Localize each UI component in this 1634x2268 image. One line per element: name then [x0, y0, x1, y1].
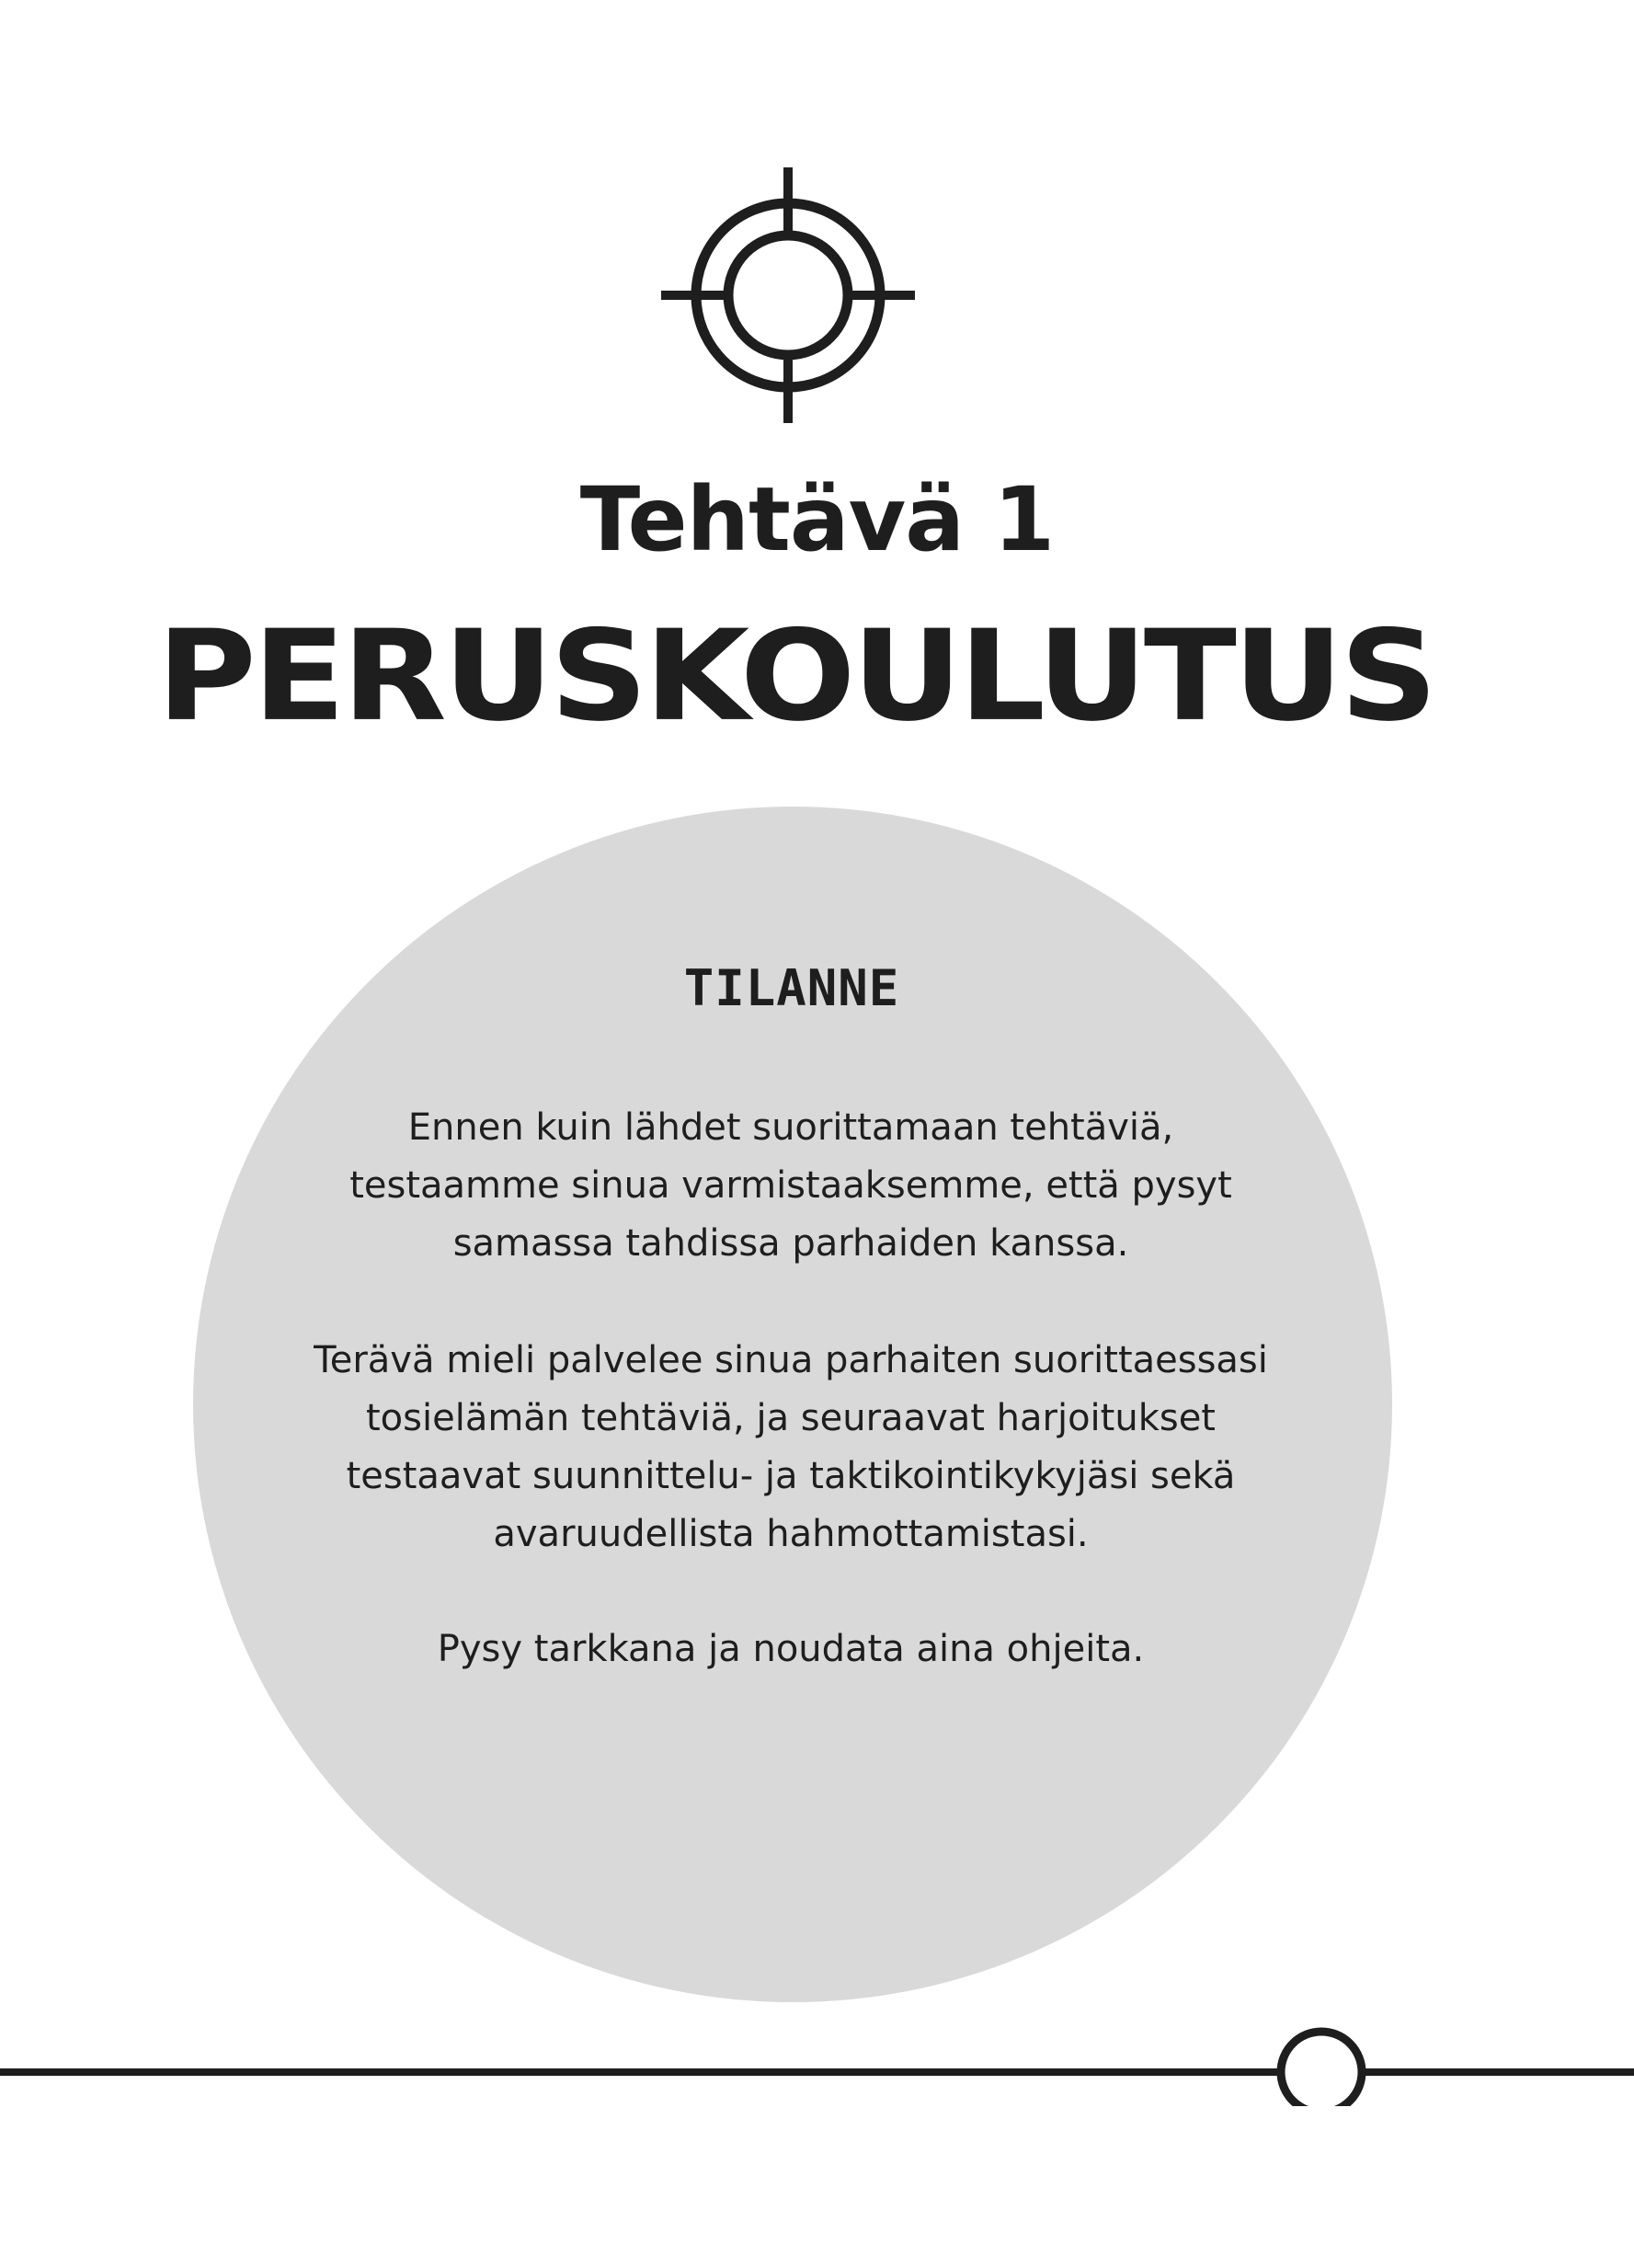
- situation-paragraph-3: Pysy tarkkana ja noudata aina ohjeita.: [437, 1628, 1145, 1670]
- footer-divider: [0, 2023, 1634, 2106]
- situation-paragraph-1: Ennen kuin lähdet suorittamaan tehtäviä, testaamme sinua varmistaaksemme, että pysyt samassa tahdissa parhaiden kanssa.: [349, 1106, 1232, 1265]
- page-title: PERUSKOULUTUS: [156, 602, 1434, 750]
- situation-heading: TILANNE: [683, 959, 900, 1017]
- situation-paragraph-2: Terävä mieli palvelee sinua parhaiten suorittaessasi tosielämän tehtäviä, ja seuraavat harjoitukset testaavat suunnittelu- ja taktikointikykyjäsi sekä avaruudellista hahmottamistasi.: [314, 1339, 1268, 1555]
- circle-marker-icon: [1281, 2032, 1362, 2106]
- mission-number: Tehtävä 1: [579, 468, 1055, 571]
- target-crosshair-icon: [661, 167, 915, 423]
